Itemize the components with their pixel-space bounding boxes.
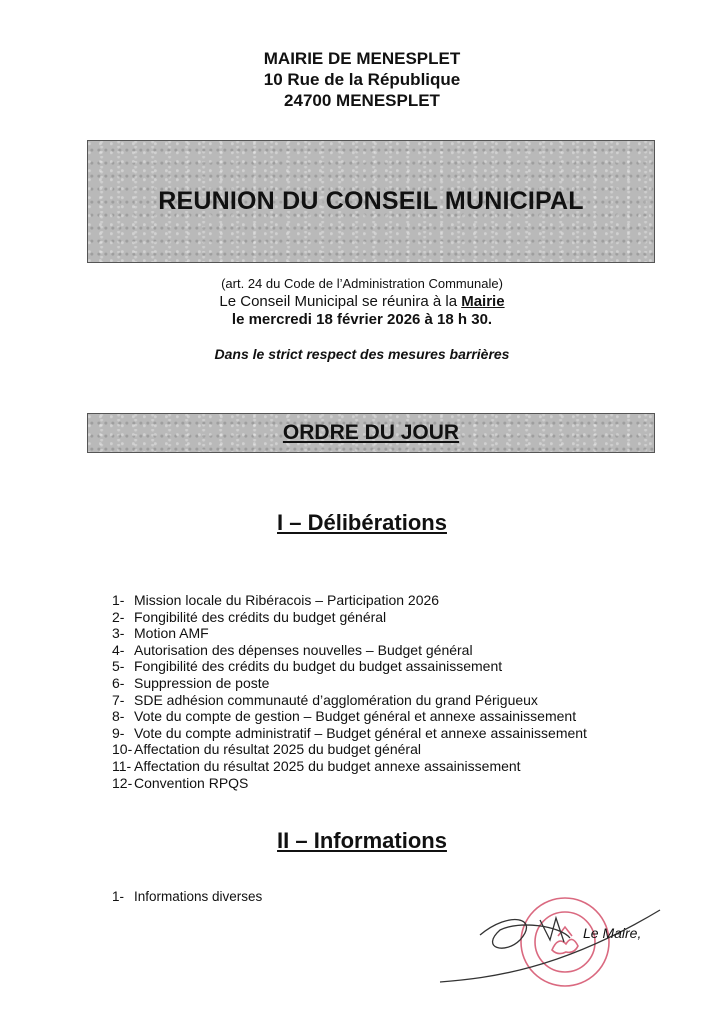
list-item: [112, 609, 587, 626]
item-text: Fongibilité des crédits du budget du budget assainissement: [134, 658, 503, 675]
list-item: [112, 592, 587, 609]
list-item: [112, 758, 587, 775]
item-text: SDE adhésion communauté d’agglomération du grand Périgueux: [134, 691, 538, 708]
mairie-street: 10 Rue de la République: [263, 70, 461, 89]
mairie-name: MAIRIE DE MENESPLET: [263, 49, 461, 68]
item-number: 9-: [112, 724, 125, 741]
item-text: Vote du compte administratif – Budget général et annexe assainissement: [134, 724, 587, 741]
item-text: Suppression de poste: [134, 674, 270, 691]
list-item: [112, 741, 587, 758]
informations-list: [112, 889, 262, 904]
item-number: 5-: [112, 658, 125, 675]
list-item: [112, 692, 587, 709]
barrier-measures-note: Dans le strict respect des mesures barrières: [214, 346, 510, 362]
deliberations-list: [112, 592, 587, 791]
meeting-intro: Le Conseil Municipal se réunira à la: [219, 293, 458, 310]
item-number: 1-: [112, 592, 125, 608]
list-item: [112, 675, 587, 692]
meeting-date: le mercredi 18 février 2026 à 18 h 30.: [231, 311, 493, 328]
mayor-label: Le Maire,: [583, 925, 642, 941]
list-item: [112, 775, 587, 792]
title-banner: [87, 140, 655, 263]
list-item: [112, 725, 587, 742]
item-text: Informations diverses: [134, 889, 263, 904]
item-number: 6-: [112, 674, 125, 691]
meeting-details: [0, 275, 724, 329]
agenda-banner: [87, 413, 655, 453]
item-text: Vote du compte de gestion – Budget général et annexe assainissement: [134, 708, 577, 725]
letterhead: [0, 48, 724, 111]
mayor-signature-stamp: [420, 890, 680, 1000]
item-number: 12-: [112, 774, 133, 791]
list-item: [112, 708, 587, 725]
official-stamp: [521, 898, 609, 986]
item-number: 8-: [112, 708, 125, 725]
agenda-title: ORDRE DU JOUR: [282, 421, 460, 444]
list-item: [112, 658, 587, 675]
item-text: Mission locale du Ribéracois – Participation 2026: [134, 592, 440, 608]
item-text: Affectation du résultat 2025 du budget annexe assainissement: [134, 757, 521, 774]
item-text: Affectation du résultat 2025 du budget général: [134, 741, 421, 758]
section-deliberations-title: I – Délibérations: [277, 510, 447, 535]
meeting-place-name: Mairie: [461, 293, 505, 310]
item-text: Motion AMF: [134, 625, 209, 642]
signature-stroke: [440, 910, 660, 982]
item-number: 2-: [112, 608, 125, 625]
item-text: Autorisation des dépenses nouvelles – Budget général: [134, 641, 473, 658]
item-number: 3-: [112, 625, 125, 642]
item-number: 1-: [112, 889, 125, 904]
mairie-city: 24700 MENESPLET: [284, 91, 440, 110]
list-item: [112, 642, 587, 659]
section-informations-title: II – Informations: [277, 828, 447, 853]
item-number: 10-: [112, 741, 133, 758]
meeting-place: [0, 293, 724, 311]
document-title: REUNION DU CONSEIL MUNICIPAL: [158, 187, 584, 215]
legal-article: (art. 24 du Code de l’Administration Communale): [221, 276, 503, 291]
item-number: 11-: [112, 757, 132, 774]
item-text: Fongibilité des crédits du budget général: [134, 608, 387, 625]
item-text: Convention RPQS: [134, 774, 249, 791]
item-number: 4-: [112, 641, 125, 658]
item-number: 7-: [112, 691, 125, 708]
list-item: [112, 625, 587, 642]
